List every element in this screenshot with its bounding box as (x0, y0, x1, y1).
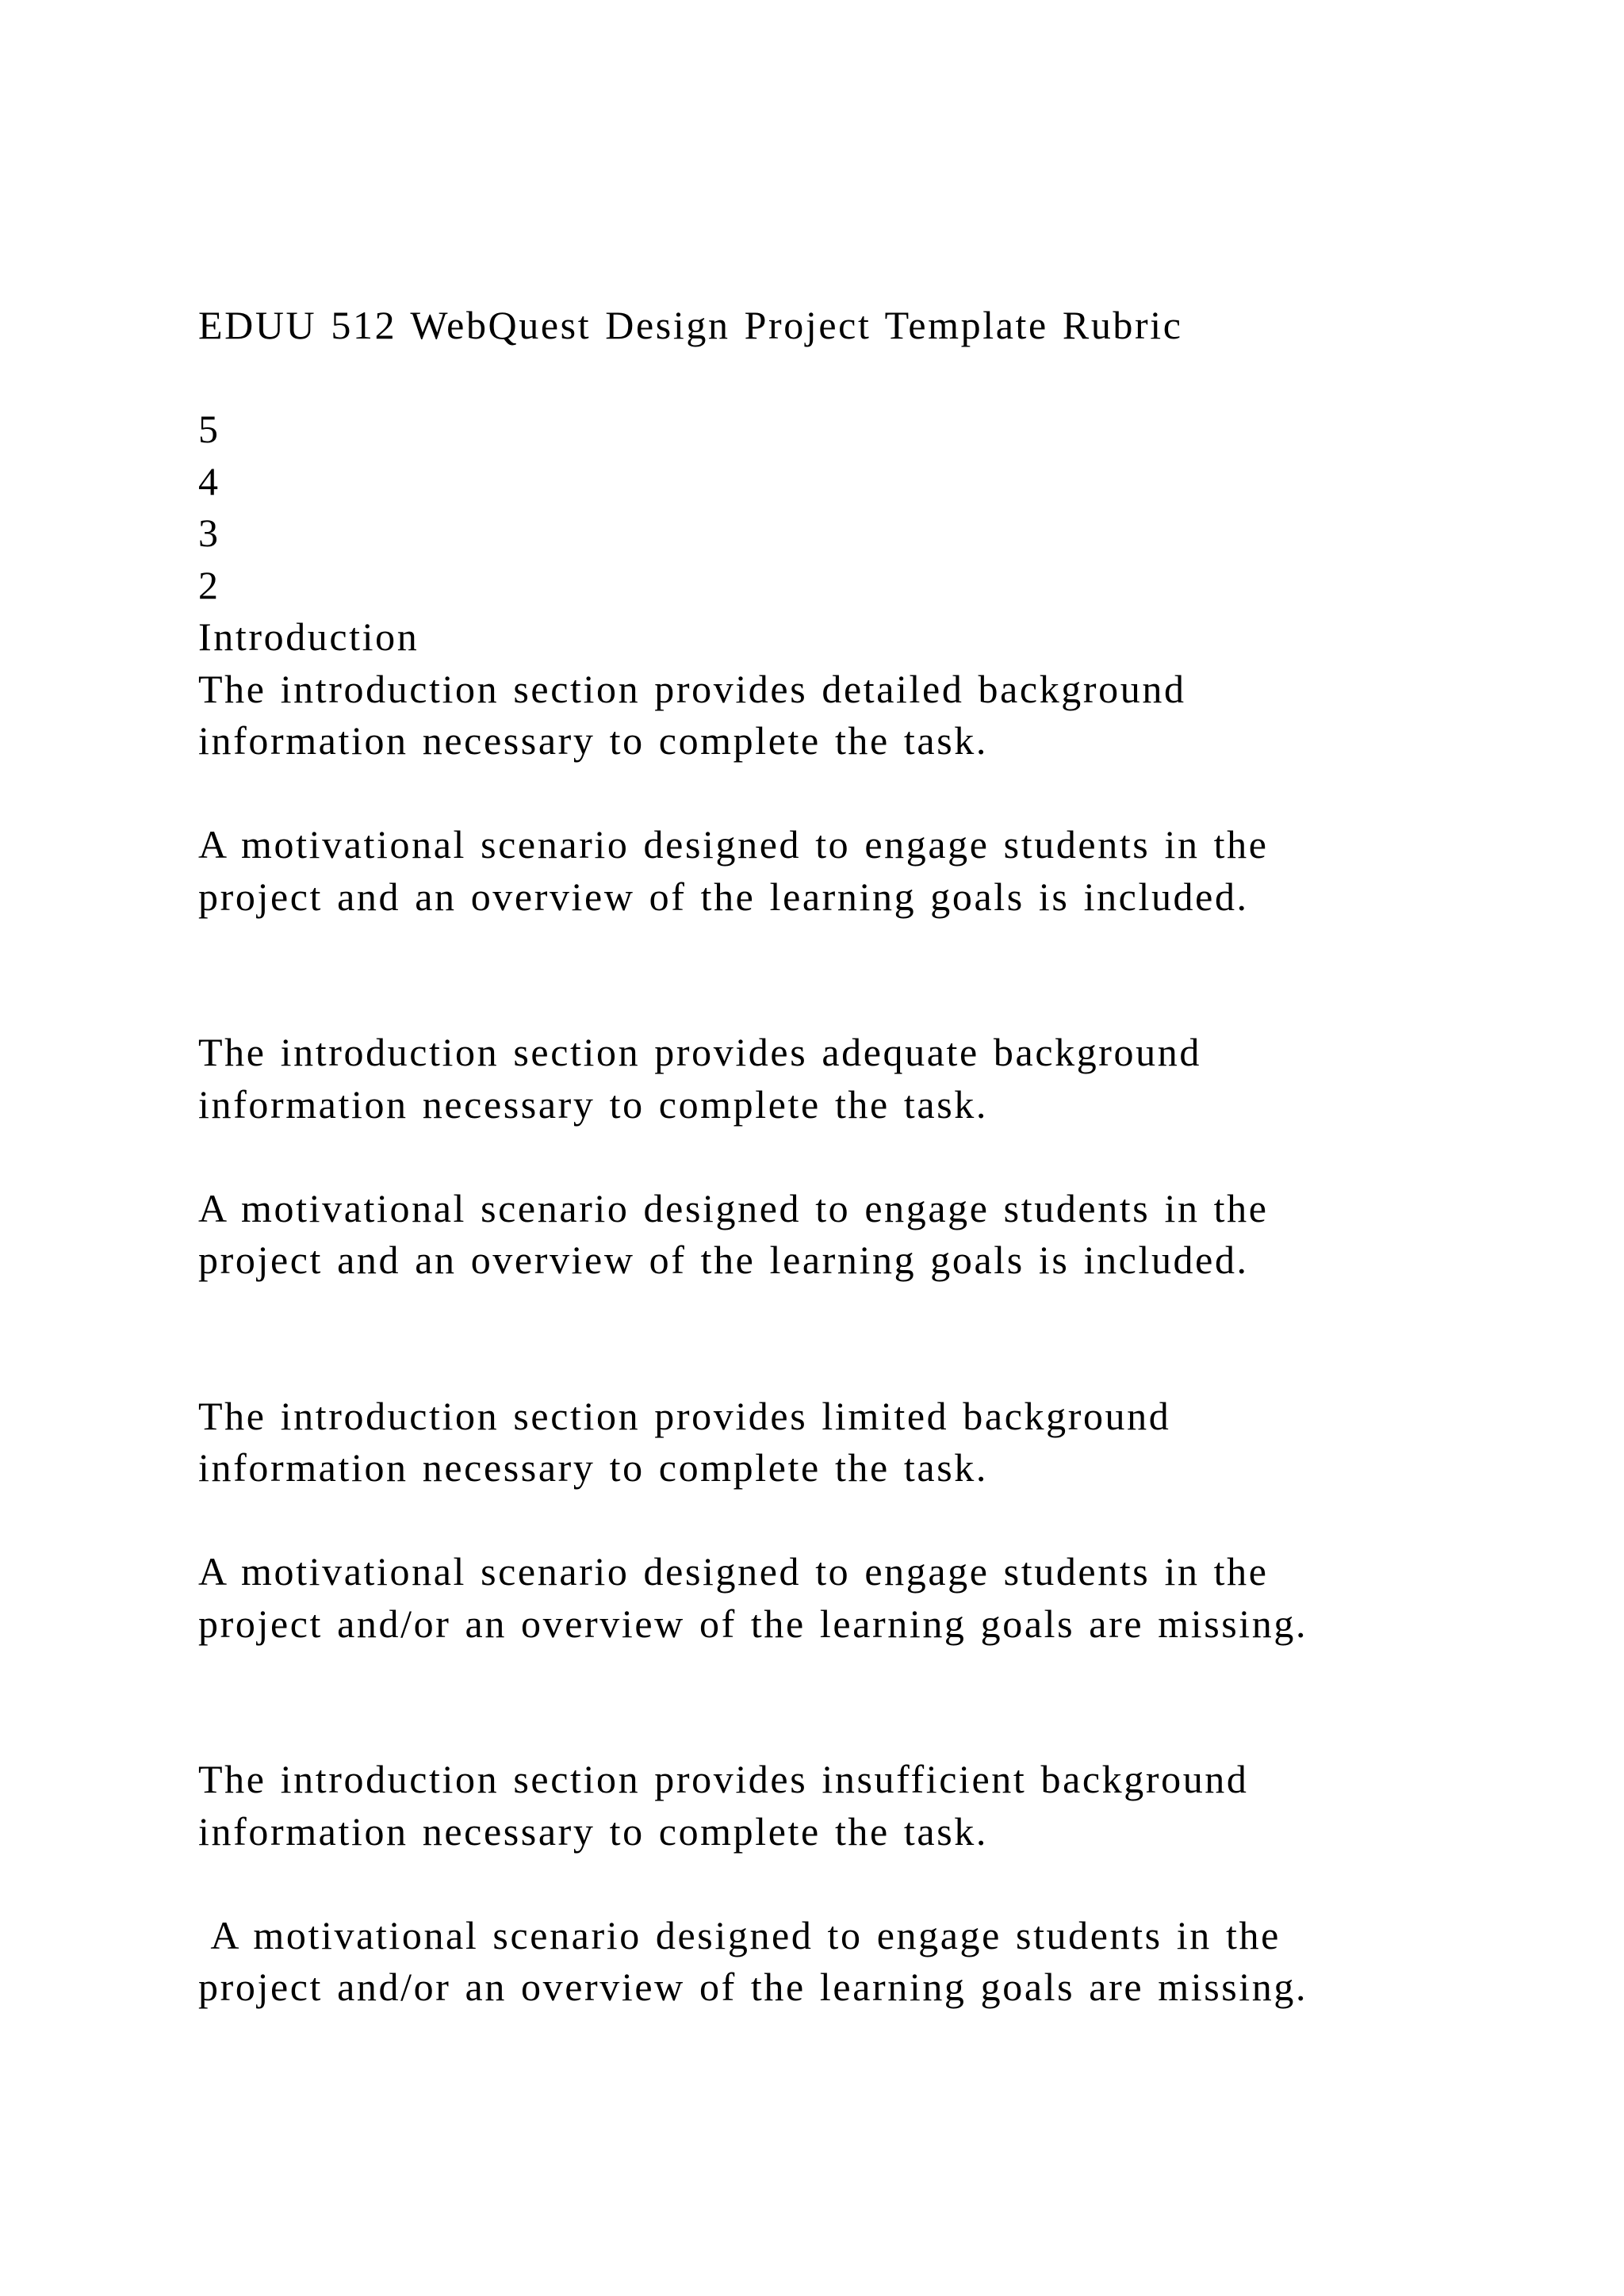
level-4-background-line-1: The introduction section provides insufficient background (198, 1757, 1249, 1801)
score-label-5: 5 (198, 407, 220, 451)
blank-line (198, 923, 1562, 975)
document-body (198, 300, 1562, 2014)
criterion-heading: Introduction (198, 614, 419, 659)
level-3-background-line-2: information necessary to complete the task. (198, 1445, 988, 1490)
blank-line (198, 975, 1562, 1027)
level-1-background-line-2: information necessary to complete the task. (198, 718, 988, 763)
blank-line (198, 352, 1562, 404)
blank-line (198, 767, 1562, 820)
blank-line (198, 1494, 1562, 1547)
level-2-background-line-1: The introduction section provides adequate background (198, 1030, 1201, 1074)
blank-line (198, 1650, 1562, 1702)
blank-line (198, 1702, 1562, 1755)
level-4-motivation-line-2: project and/or an overview of the learning goals are missing. (198, 1965, 1308, 2009)
blank-line (198, 1287, 1562, 1339)
level-2-motivation-line-1: A motivational scenario designed to engage students in the (198, 1185, 1269, 1230)
level-3-background-line-1: The introduction section provides limited background (198, 1393, 1171, 1438)
score-label-2: 2 (198, 562, 220, 607)
blank-line (198, 1858, 1562, 1910)
level-1-motivation-line-2: project and an overview of the learning goals is included. (198, 874, 1249, 919)
blank-line (198, 1338, 1562, 1391)
level-1-motivation-line-1: A motivational scenario designed to engage students in the (198, 822, 1269, 867)
blank-line (198, 1131, 1562, 1183)
level-2-background-line-2: information necessary to complete the task. (198, 1081, 988, 1127)
level-3-motivation-line-1: A motivational scenario designed to engage students in the (198, 1549, 1269, 1594)
level-3-motivation-line-2: project and/or an overview of the learning goals are missing. (198, 1601, 1308, 1646)
score-label-3: 3 (198, 511, 220, 555)
level-4-motivation-line-1: A motivational scenario designed to engage students in the (198, 1912, 1281, 1957)
level-1-background-line-1: The introduction section provides detailed background (198, 666, 1186, 711)
level-4-background-line-2: information necessary to complete the task. (198, 1808, 988, 1854)
document-title: EDUU 512 WebQuest Design Project Template Rubric (198, 303, 1183, 347)
score-label-4: 4 (198, 458, 220, 503)
level-2-motivation-line-2: project and an overview of the learning goals is included. (198, 1238, 1249, 1282)
